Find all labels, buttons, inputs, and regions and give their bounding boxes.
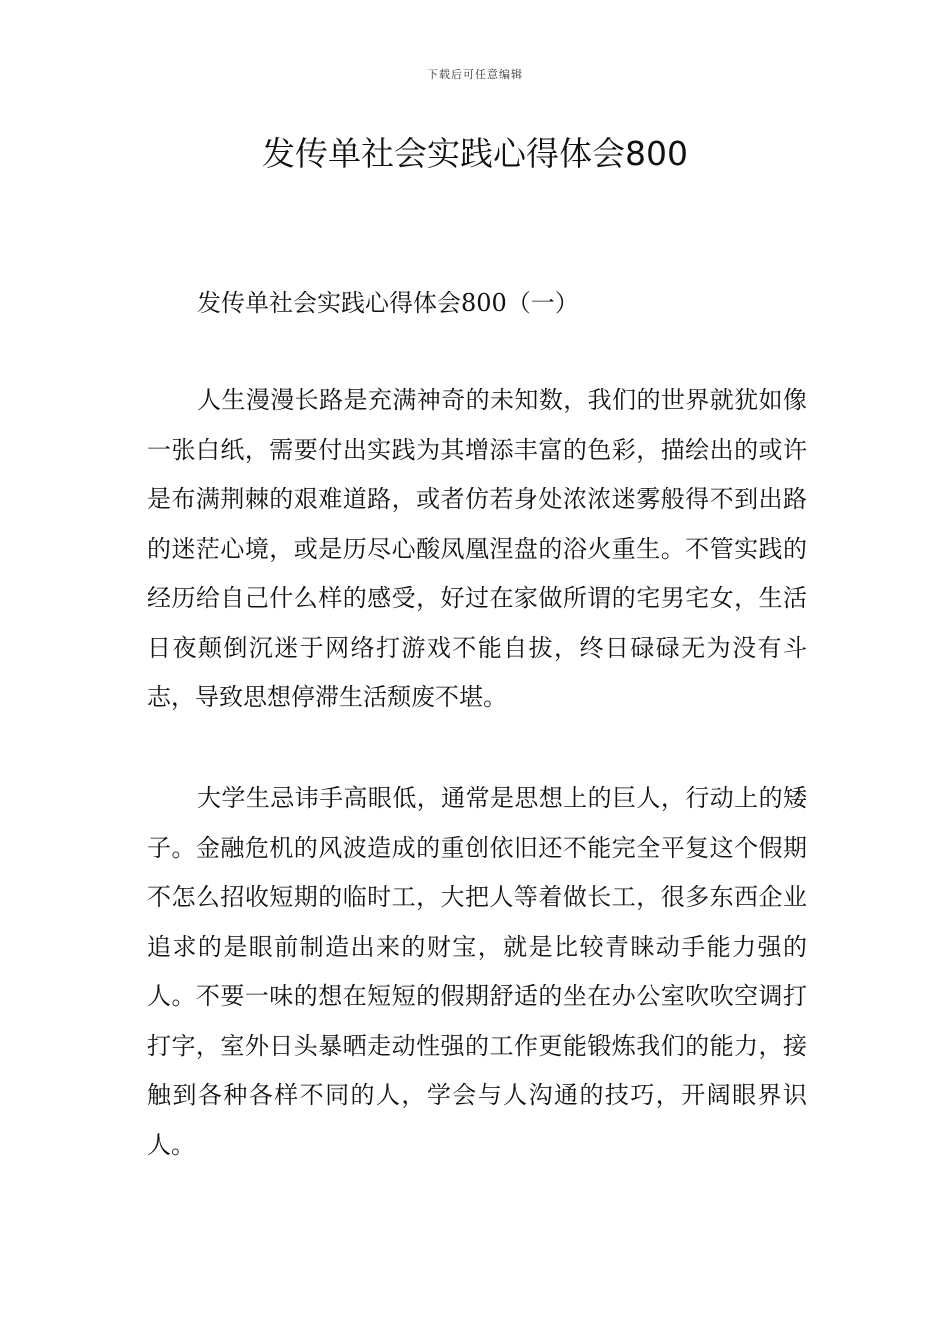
body-paragraph-1: 人生漫漫长路是充满神奇的未知数，我们的世界就犹如像一张白纸，需要付出实践为其增添丰富的色彩，描绘出的或许是布满荆棘的艰难道路，或者仿若身处浓浓迷雾般得不到出路的迷茫心境，或是历尽心酸凤凰涅盘的浴火重生。不管实践的经历给自己什么样的感受，好过在家做所谓的宅男宅女，生活日夜颠倒沉迷于网络打游戏不能自拔，终日碌碌无为没有斗志，导致思想停滞生活颓废不堪。 — [147, 386, 807, 711]
body-paragraph-2: 大学生忌讳手高眼低，通常是思想上的巨人，行动上的矮子。金融危机的风波造成的重创依旧还不能完全平复这个假期不怎么招收短期的临时工，大把人等着做长工，很多东西企业追求的是眼前制造出来的财宝，就是比较青睐动手能力强的人。不要一味的想在短短的假期舒适的坐在办公室吹吹空调打打字，室外日头暴晒走动性强的工作更能锻炼我们的能力，接触到各种各样不同的人，学会与人沟通的技巧，开阔眼界识人。 — [147, 784, 807, 1159]
section-heading: 发传单社会实践心得体会800（一） — [197, 289, 579, 317]
header-note: 下载后可任意编辑 — [427, 68, 523, 81]
document-title: 发传单社会实践心得体会800 — [262, 134, 688, 173]
